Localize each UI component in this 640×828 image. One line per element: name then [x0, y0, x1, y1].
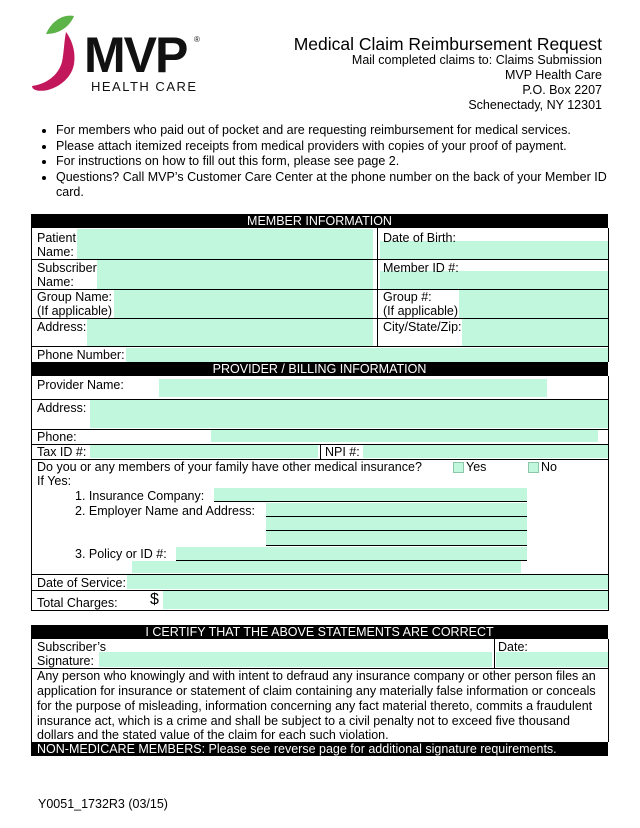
other-insurance-question: Do you or any members of your family have other medical insurance? — [37, 460, 422, 474]
fraud-line: insurance act, which is a crime and shall be subject to a civil penalty not to exceed five thousand — [37, 714, 570, 728]
fraud-line: for the purpose of misleading, information concerning any fact material thereto, commits a fraudulent — [37, 699, 593, 713]
instructions-list — [36, 123, 628, 200]
mail-line-3: P.O. Box 2207 — [522, 83, 602, 97]
group-name-label: Group Name: — [37, 290, 113, 304]
instruction-item: • For members who paid out of pocket and are requesting reimbursement for medical services. — [56, 123, 628, 138]
signature-label-2: Signature: — [37, 654, 94, 668]
non-medicare-notice: NON-MEDICARE MEMBERS: Please see reverse page for additional signature requirements. — [31, 742, 608, 756]
if-yes-label: If Yes: — [37, 474, 72, 488]
dob-label: Date of Birth: — [383, 231, 456, 245]
mail-line-2: MVP Health Care — [504, 68, 602, 82]
yes-label: Yes — [466, 460, 487, 474]
form-title: Medical Claim Reimbursement Request — [293, 34, 602, 54]
npi-label: NPI #: — [325, 445, 360, 459]
member-id-label: Member ID #: — [383, 261, 459, 275]
provider-address-label: Address: — [37, 401, 87, 415]
subscriber-name-field[interactable] — [97, 259, 373, 289]
instruction-item: • For instructions on how to fill out this form, please see page 2. — [56, 154, 628, 169]
group-number-field[interactable] — [459, 289, 608, 318]
provider-name-field[interactable] — [159, 379, 547, 397]
provider-section-heading: PROVIDER / BILLING INFORMATION — [31, 362, 608, 376]
certify-heading: I CERTIFY THAT THE ABOVE STATEMENTS ARE CORRECT — [31, 625, 608, 639]
patient-label-2: Name: — [37, 245, 74, 259]
date-of-service-label: Date of Service: — [37, 576, 126, 590]
insurance-company-label: 1. Insurance Company: — [75, 489, 205, 503]
logo-brand: MVP — [84, 27, 187, 83]
instruction-item: • Please attach itemized receipts from medical providers with copies of your proof of payment. — [56, 139, 628, 154]
fraud-line: Any person who knowingly and with intent to defraud any insurance company or other person files an — [37, 669, 596, 683]
group-name-label-2: (If applicable) — [37, 304, 113, 318]
tax-id-field[interactable] — [90, 445, 318, 458]
logo-registered: ® — [194, 35, 200, 44]
insurance-company-field[interactable] — [214, 488, 527, 501]
city-label: City/State/Zip: — [383, 320, 462, 334]
employer-label: 2. Employer Name and Address: — [75, 504, 255, 518]
phone-label: Phone Number: — [37, 348, 125, 362]
employer-field[interactable] — [266, 503, 527, 546]
phone-number-field[interactable] — [126, 348, 608, 362]
fraud-line: application for insurance or statement of claim containing any materially false information or conceals — [37, 684, 596, 698]
patient-label: Patient — [37, 231, 76, 245]
form-code: Y0051_1732R3 (03/15) — [38, 797, 168, 811]
policy-id-field[interactable] — [176, 547, 527, 560]
group-name-field[interactable] — [114, 289, 373, 318]
address-field[interactable] — [87, 318, 373, 346]
city-state-zip-field[interactable] — [462, 318, 608, 346]
signature-date-label: Date: — [498, 640, 528, 654]
no-checkbox[interactable] — [528, 462, 539, 473]
provider-address-field[interactable] — [90, 400, 608, 428]
total-charges-label: Total Charges: — [37, 596, 118, 610]
additional-field[interactable] — [132, 561, 521, 573]
group-number-label-2: (If applicable) — [383, 304, 459, 318]
subscriber-label: Subscriber — [37, 261, 97, 275]
mvp-logo — [28, 12, 208, 94]
policy-id-label: 3. Policy or ID #: — [75, 547, 167, 561]
no-label: No — [541, 460, 557, 474]
tax-id-label: Tax ID #: — [37, 445, 87, 459]
date-of-service-field[interactable] — [127, 575, 608, 589]
mail-line-4: Schenectady, NY 12301 — [468, 98, 602, 112]
subscriber-label-2: Name: — [37, 275, 74, 289]
logo-subtitle: HEALTH CARE — [91, 79, 198, 94]
provider-phone-label: Phone: — [37, 430, 77, 444]
mail-line-1: Mail completed claims to: Claims Submission — [351, 53, 602, 67]
signature-label: Subscriber’s — [37, 640, 107, 654]
member-section-heading: MEMBER INFORMATION — [31, 214, 608, 228]
provider-phone-field[interactable] — [211, 430, 598, 442]
npi-field[interactable] — [363, 445, 608, 458]
patient-name-field[interactable] — [77, 229, 373, 259]
total-charges-field[interactable] — [163, 591, 608, 609]
currency-symbol: $ — [150, 591, 159, 608]
signature-date-field[interactable] — [496, 652, 608, 667]
fraud-line: dollars and the stated value of the claim for each such violation. — [37, 728, 389, 742]
yes-checkbox[interactable] — [453, 462, 464, 473]
signature-field[interactable] — [99, 652, 492, 667]
address-label: Address: — [37, 320, 87, 334]
instruction-item: • Questions? Call MVP’s Customer Care Center at the phone number on the back of your Member ID card. — [56, 170, 628, 200]
group-number-label: Group #: — [383, 290, 432, 304]
provider-name-label: Provider Name: — [37, 378, 124, 392]
